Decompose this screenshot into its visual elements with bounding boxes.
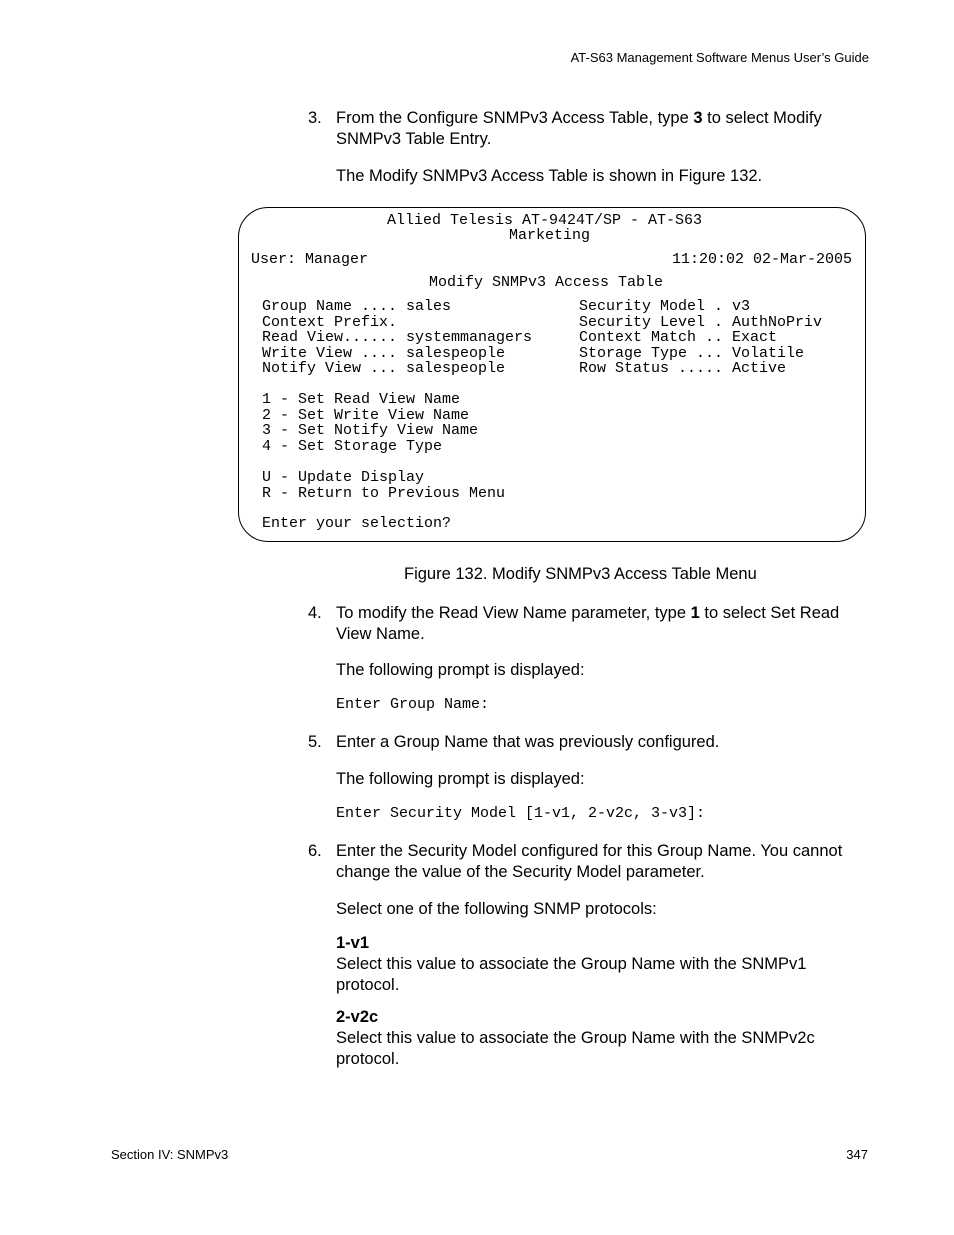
screen-field: Context Match .. Exact: [579, 329, 778, 346]
running-header: AT-S63 Management Software Menus User’s Guide: [570, 50, 869, 65]
step-5-text: Enter a Group Name that was previously configured.: [336, 733, 720, 751]
step-3-text: [336, 108, 876, 150]
step-3-text-b: to select Modify: [702, 109, 822, 127]
step-4-text-b: to select Set Read: [699, 604, 840, 622]
screen-field: Group Name .... sales: [262, 298, 452, 315]
option-description: Select this value to associate the Group Name with the SNMPv2c: [336, 1029, 815, 1047]
terminal-screen: [238, 207, 866, 542]
step-6-followup: Select one of the following SNMP protocols:: [336, 900, 657, 918]
step-4-followup: The following prompt is displayed:: [336, 661, 585, 679]
screen-field: Context Prefix.: [262, 313, 398, 331]
step-number: 5.: [308, 733, 322, 751]
screen-action: U - Update Display: [262, 469, 425, 486]
screen-field: Security Model . v3: [579, 298, 751, 315]
footer-section: Section IV: SNMPv3: [111, 1147, 229, 1162]
step-3-text-a: From the Configure SNMPv3 Access Table, type: [336, 109, 694, 127]
step-4-text-a: To modify the Read View Name parameter, type: [336, 604, 691, 622]
screen-menu-title: Modify SNMPv3 Access Table: [429, 274, 664, 291]
screen-field: Storage Type ... Volatile: [579, 344, 805, 362]
option-term: 1-v1: [336, 934, 370, 952]
screen-prompt: Enter your selection?: [262, 515, 452, 532]
step-4-text-c: View Name.: [336, 625, 425, 643]
figure-caption: Figure 132. Modify SNMPv3 Access Table Menu: [404, 565, 757, 583]
screen-menu-item: 1 - Set Read View Name: [262, 391, 461, 408]
screen-menu-item: 4 - Set Storage Type: [262, 437, 443, 455]
step-number: 4.: [308, 604, 322, 622]
option-description: protocol.: [336, 976, 400, 994]
step-3-text-c: SNMPv3 Table Entry.: [336, 130, 492, 148]
step-6-text-a: Enter the Security Model configured for this Group Name. You cannot: [336, 842, 843, 860]
step-3-key: 3: [693, 109, 703, 127]
screen-field: Notify View ... salespeople: [262, 360, 506, 377]
step-4-text: [336, 603, 876, 645]
step-number: 6.: [308, 842, 322, 860]
step-5-followup: The following prompt is displayed:: [336, 770, 585, 788]
screen-title: Allied Telesis AT-9424T/SP - AT-S63: [387, 212, 703, 229]
option-v1: [336, 933, 876, 996]
screen-datetime: 11:20:02 02-Mar-2005: [671, 251, 852, 268]
screen-menu-item: 3 - Set Notify View Name: [262, 422, 479, 439]
screen-field: Read View...... systemmanagers: [262, 329, 533, 346]
screen-field: Write View .... salespeople: [262, 344, 506, 362]
step-number: 3.: [308, 109, 322, 127]
step-4-key: 1: [690, 604, 700, 622]
screen-subtitle: Marketing: [509, 227, 591, 244]
option-description: Select this value to associate the Group Name with the SNMPv1: [336, 955, 807, 973]
step-5-prompt: Enter Security Model [1-v1, 2-v2c, 3-v3]:: [336, 805, 706, 822]
step-6-text-b: change the value of the Security Model parameter.: [336, 863, 705, 881]
step-3-followup: The Modify SNMPv3 Access Table is shown in Figure 132.: [336, 167, 763, 185]
option-term: 2-v2c: [336, 1008, 379, 1026]
screen-action: R - Return to Previous Menu: [262, 484, 506, 502]
screen-user: User: Manager: [251, 251, 369, 268]
option-description: protocol.: [336, 1050, 400, 1068]
screen-field: Row Status ..... Active: [579, 360, 787, 377]
step-6-text: [336, 841, 896, 883]
screen-menu-item: 2 - Set Write View Name: [262, 406, 470, 424]
screen-field: Security Level . AuthNoPriv: [579, 313, 823, 331]
option-v2c: [336, 1007, 876, 1070]
step-4-prompt: Enter Group Name:: [336, 696, 490, 713]
page-number: 347: [846, 1147, 868, 1162]
